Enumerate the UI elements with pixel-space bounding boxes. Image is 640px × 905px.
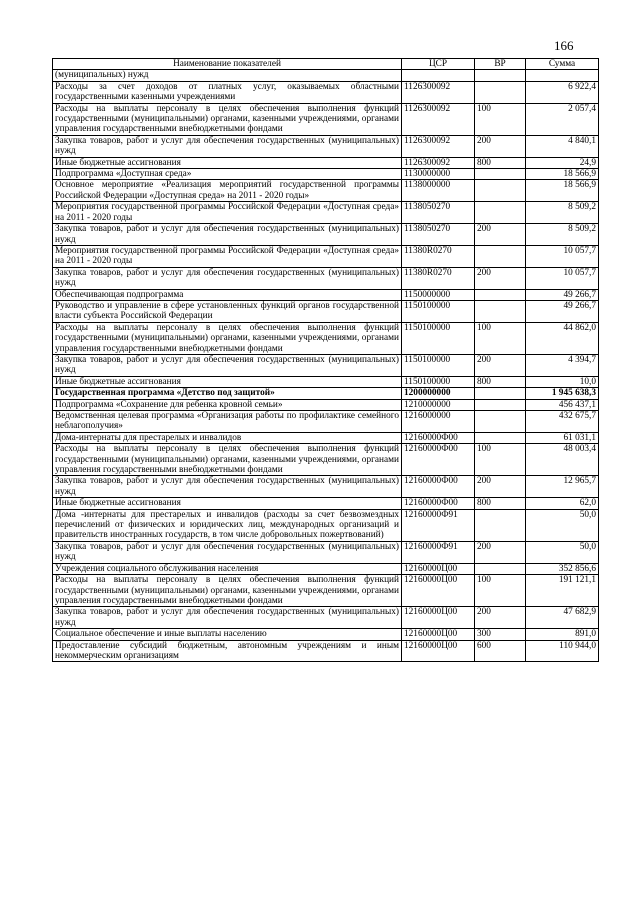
cell-csr: 1126300092	[402, 157, 475, 168]
cell-vr	[475, 388, 526, 399]
table-row	[53, 224, 599, 246]
cell-sum: 61 031,1	[526, 432, 599, 443]
cell-name: Ведомственная целевая программа «Организация работы по профилактике семейного неблагополучия»	[53, 411, 402, 433]
cell-csr: 12160000Ф00	[402, 476, 475, 498]
header-vr: ВР	[475, 59, 526, 70]
cell-csr: 12160000Ц00	[402, 563, 475, 574]
cell-csr: 1150000000	[402, 289, 475, 300]
cell-vr	[475, 399, 526, 410]
cell-name: Государственная программа «Детство под защитой»	[53, 388, 402, 399]
cell-vr: 200	[475, 476, 526, 498]
cell-sum: 62,0	[526, 498, 599, 509]
table-row	[53, 267, 599, 289]
cell-name: Расходы на выплаты персоналу в целях обеспечения выполнения функций государственными (муниципальными) органами, казенными учреждениями, органами управления государственными внебюджетными фондами	[53, 575, 402, 607]
cell-vr	[475, 180, 526, 202]
cell-csr: 1150100000	[402, 322, 475, 354]
cell-sum: 47 682,9	[526, 607, 599, 629]
cell-csr: 11380R0270	[402, 267, 475, 289]
cell-sum: 18 566,9	[526, 180, 599, 202]
cell-sum: 1 945 638,3	[526, 388, 599, 399]
cell-vr: 200	[475, 607, 526, 629]
cell-name: Обеспечивающая подпрограмма	[53, 289, 402, 300]
cell-sum: 49 266,7	[526, 289, 599, 300]
cell-name: Закупка товаров, работ и услуг для обеспечения государственных (муниципальных) нужд	[53, 607, 402, 629]
table-row	[53, 245, 599, 267]
cell-sum: 10 057,7	[526, 267, 599, 289]
cell-vr: 600	[475, 640, 526, 662]
table-row	[53, 376, 599, 387]
cell-csr: 12160000Ц00	[402, 629, 475, 640]
cell-vr	[475, 202, 526, 224]
table-row	[53, 180, 599, 202]
page-number: 166	[554, 38, 574, 53]
cell-csr: 12160000Ц00	[402, 575, 475, 607]
cell-csr: 1126300092	[402, 81, 475, 103]
cell-csr: 12160000Ф00	[402, 432, 475, 443]
table-row	[53, 541, 599, 563]
cell-sum: 48 003,4	[526, 444, 599, 476]
cell-sum: 49 266,7	[526, 300, 599, 322]
cell-name: Руководство и управление в сфере установленных функций органов государственной власти субъекта Российской Федерации	[53, 300, 402, 322]
cell-sum: 4 394,7	[526, 354, 599, 376]
cell-vr	[475, 411, 526, 433]
cell-sum: 10,0	[526, 376, 599, 387]
table-row	[53, 509, 599, 541]
header-name: Наименование показателей	[53, 59, 402, 70]
cell-vr	[475, 70, 526, 81]
table-row	[53, 103, 599, 135]
table-row	[53, 432, 599, 443]
table-row	[53, 575, 599, 607]
cell-name: Расходы на выплаты персоналу в целях обеспечения выполнения функций государственными (муниципальными) органами, казенными учреждениями, органами управления государственными внебюджетными фондами	[53, 103, 402, 135]
cell-vr	[475, 563, 526, 574]
cell-name: Закупка товаров, работ и услуг для обеспечения государственных (муниципальных) нужд	[53, 541, 402, 563]
cell-sum: 12 965,7	[526, 476, 599, 498]
cell-csr: 1126300092	[402, 103, 475, 135]
cell-vr: 800	[475, 157, 526, 168]
cell-csr: 1138050270	[402, 202, 475, 224]
cell-csr: 11380R0270	[402, 245, 475, 267]
cell-csr: 12160000Ф91	[402, 509, 475, 541]
table-row	[53, 289, 599, 300]
cell-name: Закупка товаров, работ и услуг для обеспечения государственных (муниципальных) нужд	[53, 135, 402, 157]
cell-name: Подпрограмма «Доступная среда»	[53, 169, 402, 180]
cell-sum	[526, 70, 599, 81]
table-row	[53, 202, 599, 224]
cell-sum: 352 856,6	[526, 563, 599, 574]
cell-vr: 300	[475, 629, 526, 640]
cell-name: Закупка товаров, работ и услуг для обеспечения государственных (муниципальных) нужд	[53, 267, 402, 289]
cell-vr	[475, 300, 526, 322]
cell-csr: 12160000Ц00	[402, 640, 475, 662]
table-row	[53, 629, 599, 640]
cell-vr: 800	[475, 376, 526, 387]
cell-vr: 100	[475, 103, 526, 135]
cell-sum: 8 509,2	[526, 202, 599, 224]
cell-sum: 432 675,7	[526, 411, 599, 433]
cell-name: Расходы за счет доходов от платных услуг, оказываемых областными государственными казенными учреждениями	[53, 81, 402, 103]
cell-vr: 100	[475, 575, 526, 607]
cell-csr: 1210000000	[402, 399, 475, 410]
header-csr: ЦСР	[402, 59, 475, 70]
table-row	[53, 322, 599, 354]
cell-csr: 1138000000	[402, 180, 475, 202]
cell-name: (муниципальных) нужд	[53, 70, 402, 81]
cell-vr: 100	[475, 322, 526, 354]
table-row	[53, 157, 599, 168]
cell-vr: 200	[475, 541, 526, 563]
cell-csr	[402, 70, 475, 81]
table-row	[53, 498, 599, 509]
cell-csr: 12160000Ф00	[402, 498, 475, 509]
cell-sum: 456 437,1	[526, 399, 599, 410]
cell-csr: 12160000Ф00	[402, 444, 475, 476]
cell-name: Мероприятия государственной программы Российской Федерации «Доступная среда» на 2011 - 2020 годы	[53, 202, 402, 224]
cell-vr	[475, 81, 526, 103]
cell-csr: 1150100000	[402, 376, 475, 387]
cell-sum: 110 944,0	[526, 640, 599, 662]
cell-csr: 12160000Ф91	[402, 541, 475, 563]
cell-vr: 200	[475, 224, 526, 246]
cell-name: Закупка товаров, работ и услуг для обеспечения государственных (муниципальных) нужд	[53, 224, 402, 246]
cell-name: Подпрограмма «Сохранение для ребенка кровной семьи»	[53, 399, 402, 410]
cell-csr: 1138050270	[402, 224, 475, 246]
cell-sum: 10 057,7	[526, 245, 599, 267]
cell-name: Расходы на выплаты персоналу в целях обеспечения выполнения функций государственными (муниципальными) органами, казенными учреждениями, органами управления государственными внебюджетными фондами	[53, 322, 402, 354]
table-row	[53, 411, 599, 433]
cell-csr: 1150100000	[402, 354, 475, 376]
table-row	[53, 476, 599, 498]
cell-csr: 1126300092	[402, 135, 475, 157]
cell-sum: 24,9	[526, 157, 599, 168]
cell-sum: 891,0	[526, 629, 599, 640]
cell-vr	[475, 432, 526, 443]
cell-vr	[475, 289, 526, 300]
cell-csr: 1216000000	[402, 411, 475, 433]
table-row	[53, 388, 599, 399]
table-row	[53, 444, 599, 476]
cell-name: Иные бюджетные ассигнования	[53, 498, 402, 509]
table-header-row	[53, 59, 599, 70]
cell-sum: 50,0	[526, 541, 599, 563]
cell-name: Предоставление субсидий бюджетным, автономным учреждениям и иным некоммерческим организациям	[53, 640, 402, 662]
table-row	[53, 169, 599, 180]
cell-vr: 200	[475, 354, 526, 376]
cell-name: Иные бюджетные ассигнования	[53, 376, 402, 387]
cell-sum: 8 509,2	[526, 224, 599, 246]
cell-vr	[475, 245, 526, 267]
cell-name: Иные бюджетные ассигнования	[53, 157, 402, 168]
cell-sum: 50,0	[526, 509, 599, 541]
table-row	[53, 640, 599, 662]
cell-sum: 18 566,9	[526, 169, 599, 180]
cell-csr: 1150100000	[402, 300, 475, 322]
header-sum: Сумма	[526, 59, 599, 70]
cell-sum: 191 121,1	[526, 575, 599, 607]
table-row	[53, 563, 599, 574]
cell-sum: 2 057,4	[526, 103, 599, 135]
table-row	[53, 354, 599, 376]
cell-sum: 44 862,0	[526, 322, 599, 354]
table-row	[53, 70, 599, 81]
cell-csr: 12160000Ц00	[402, 607, 475, 629]
cell-vr: 200	[475, 135, 526, 157]
cell-vr: 800	[475, 498, 526, 509]
table-row	[53, 607, 599, 629]
table-row	[53, 300, 599, 322]
table-row	[53, 135, 599, 157]
cell-name: Основное мероприятие «Реализация мероприятий государственной программы Российской Федерации «Доступная среда» на 2011 - 2020 годы»	[53, 180, 402, 202]
cell-csr: 1200000000	[402, 388, 475, 399]
cell-csr: 1130000000	[402, 169, 475, 180]
cell-name: Дома -интернаты для престарелых и инвалидов (расходы за счет безвозмездных перечислений от физических и юридических лиц, международных организаций и правительств иностранных государств, в том числе добровольных пожертвований)	[53, 509, 402, 541]
cell-name: Расходы на выплаты персоналу в целях обеспечения выполнения функций государственными (муниципальными) органами, казенными учреждениями, органами управления государственными внебюджетными фондами	[53, 444, 402, 476]
cell-name: Социальное обеспечение и иные выплаты населению	[53, 629, 402, 640]
cell-sum: 6 922,4	[526, 81, 599, 103]
cell-name: Учреждения социального обслуживания населения	[53, 563, 402, 574]
cell-vr	[475, 509, 526, 541]
cell-vr: 100	[475, 444, 526, 476]
cell-name: Закупка товаров, работ и услуг для обеспечения государственных (муниципальных) нужд	[53, 354, 402, 376]
cell-name: Дома-интернаты для престарелых и инвалидов	[53, 432, 402, 443]
cell-vr	[475, 169, 526, 180]
cell-sum: 4 840,1	[526, 135, 599, 157]
cell-name: Закупка товаров, работ и услуг для обеспечения государственных (муниципальных) нужд	[53, 476, 402, 498]
table-row	[53, 399, 599, 410]
cell-vr: 200	[475, 267, 526, 289]
table-row	[53, 81, 599, 103]
budget-table	[52, 58, 599, 662]
cell-name: Мероприятия государственной программы Российской Федерации «Доступная среда» на 2011 - 2020 годы	[53, 245, 402, 267]
